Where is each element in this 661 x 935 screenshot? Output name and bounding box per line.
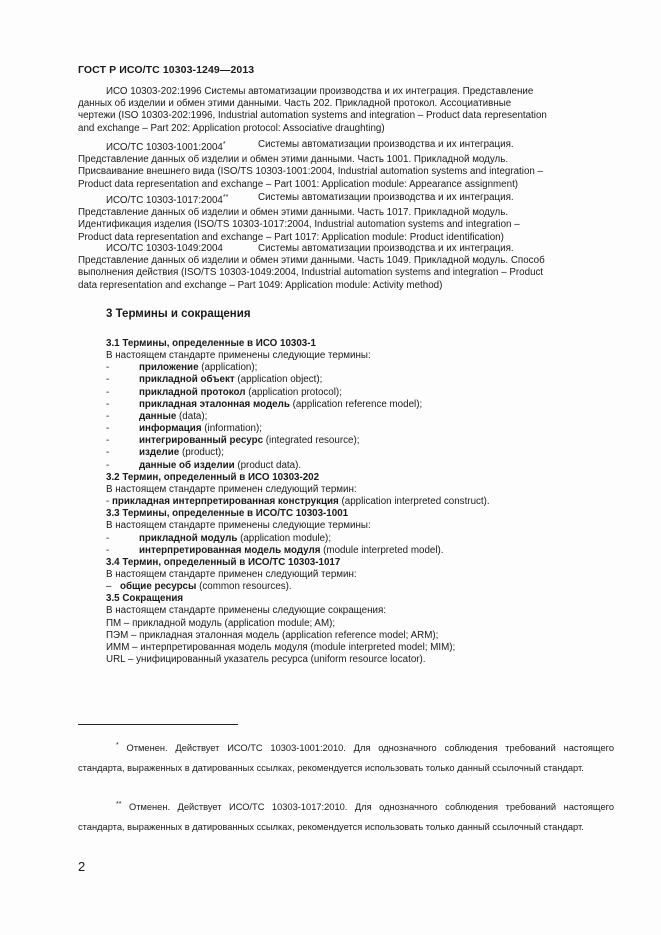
- reference-iso-10303-202: [78, 86, 614, 135]
- subsection-title: 3.5 Сокращения: [106, 593, 184, 605]
- footnote-mark: **: [116, 801, 122, 808]
- footnote-mark: *: [222, 141, 226, 148]
- footnote-text: Отменен. Действует ИСО/ТС 10303-1017:2010. Для однозначного соблюдения требований настоящего стандарта, выраженных в датированных ссылках, рекомендуется использовать только данный ссылочный стандарт.: [78, 802, 614, 832]
- footnote-mark: *: [116, 742, 119, 749]
- term-item: - информация (information);: [106, 423, 262, 435]
- terms-section: [106, 338, 606, 666]
- ref-line: чертежи (ISO 10303-202:1996, Industrial automation systems and integration – Product data representation: [78, 110, 547, 122]
- term-item: - прикладная интерпретированная конструкция (application interpreted construct).: [106, 496, 490, 508]
- ref-line: [258, 139, 614, 154]
- abbreviation-item: ИММ – интерпретированная модель модуля (module interpreted model; MIM);: [106, 641, 456, 653]
- term-item: - прикладная эталонная модель (application reference model);: [106, 398, 423, 410]
- ref-line: Product data representation and exchange – Part 1017: Application module: Product identification): [78, 231, 504, 243]
- subsection-title: 3.4 Термин, определенный в ИСО/ТС 10303-1017: [106, 556, 341, 568]
- term-item: - изделие (product);: [106, 447, 224, 459]
- term-item: - прикладной модуль (application module);: [106, 532, 332, 544]
- term-item: - интегрированный ресурс (integrated resource);: [106, 435, 360, 447]
- subsection-intro: В настоящем стандарте применены следующие сокращения:: [106, 605, 386, 617]
- footnote-text: Отменен. Действует ИСО/ТС 10303-1001:2010. Для однозначного соблюдения требований настоящего стандарта, выраженных в датированных ссылках, рекомендуется использовать только данный ссылочный стандарт.: [78, 743, 614, 773]
- ref-line: данных об изделии и обмен этими данными. Часть 202. Прикладной протокол. Ассоциативные: [78, 98, 512, 110]
- ref-line: data representation and exchange – Part 1049: Application module: Activity method): [78, 279, 443, 291]
- term-item: - интерпретированная модель модуля (module interpreted model).: [106, 544, 444, 556]
- ref-line: ИСО 10303-202:1996 Системы автоматизации производства и их интеграция. Представление: [106, 86, 534, 97]
- subsection-intro: В настоящем стандарте применены следующие термины:: [106, 350, 371, 362]
- ref-code: ИСО/ТС 10303-1017:2004: [106, 195, 223, 206]
- page-number: 2: [78, 859, 86, 874]
- abbreviation-item: ПМ – прикладной модуль (application module; AM);: [106, 617, 336, 629]
- reference-iso-ts-10303-1017: [78, 192, 614, 244]
- term-item: – общие ресурсы (common resources).: [106, 581, 292, 593]
- ref-line: выполнения действия (ISO/TS 10303-1049:2004, Industrial automation systems and integration – Product: [78, 267, 544, 279]
- ref-line: Системы автоматизации производства и их интеграция.: [258, 192, 514, 203]
- ref-line: Представление данных об изделии и обмен этими данными. Часть 1017. Прикладной модуль.: [78, 207, 509, 219]
- document-header: ГОСТ Р ИСО/ТС 10303-1249—2013: [78, 64, 255, 76]
- subsection-title: 3.2 Термин, определенный в ИСО 10303-202: [106, 471, 320, 483]
- ref-line: Идентификация изделия (ISO/TS 10303-1017:2004, Industrial automation systems and integration –: [78, 219, 520, 231]
- footnote: [78, 795, 614, 837]
- footnote-divider: [78, 724, 238, 725]
- ref-line: Product data representation and exchange – Part 1001: Application module: Appearance assignment): [78, 178, 519, 190]
- reference-iso-ts-10303-1049: [78, 243, 614, 292]
- ref-line: Системы автоматизации производства и их интеграция.: [258, 139, 514, 150]
- term-item: - приложение (application);: [106, 362, 258, 374]
- footnote: [78, 736, 614, 778]
- subsection-title: 3.1 Термины, определенные в ИСО 10303-1: [106, 338, 316, 349]
- ref-line: Представление данных об изделии и обмен этими данными. Часть 1049. Прикладной модуль. Способ: [78, 255, 545, 267]
- ref-line: and exchange – Part 202: Application protocol: Associative draughting): [78, 122, 385, 134]
- reference-iso-ts-10303-1001: [78, 139, 614, 191]
- term-item: - данные об изделии (product data).: [106, 459, 302, 471]
- footnote-mark: **: [222, 194, 229, 201]
- ref-line: Представление данных об изделии и обмен этими данными. Часть 1001. Прикладной модуль.: [78, 154, 509, 166]
- subsection-title: 3.3 Термины, определенные в ИСО/ТС 10303-1001: [106, 508, 349, 520]
- section-title: 3 Термины и сокращения: [106, 308, 251, 320]
- subsection-intro: В настоящем стандарте применен следующий термин:: [106, 483, 357, 495]
- subsection-intro: В настоящем стандарте применены следующие термины:: [106, 520, 371, 532]
- term-item: - прикладной протокол (application protocol);: [106, 386, 342, 398]
- subsection-intro: В настоящем стандарте применен следующий термин:: [106, 568, 357, 580]
- ref-code: ИСО/ТС 10303-1049:2004: [106, 243, 223, 254]
- term-item: - прикладной объект (application object);: [106, 374, 323, 386]
- abbreviation-item: URL – унифицированный указатель ресурса (uniform resource locator).: [106, 654, 426, 666]
- abbreviation-item: ПЭМ – прикладная эталонная модель (application reference model; ARM);: [106, 629, 439, 641]
- term-item: - данные (data);: [106, 410, 208, 422]
- ref-line: Системы автоматизации производства и их интеграция.: [258, 243, 514, 254]
- ref-code: ИСО/ТС 10303-1001:2004: [106, 142, 223, 153]
- ref-line: Присваивание внешнего вида (ISO/TS 10303-1001:2004, Industrial automation systems and integration –: [78, 166, 544, 178]
